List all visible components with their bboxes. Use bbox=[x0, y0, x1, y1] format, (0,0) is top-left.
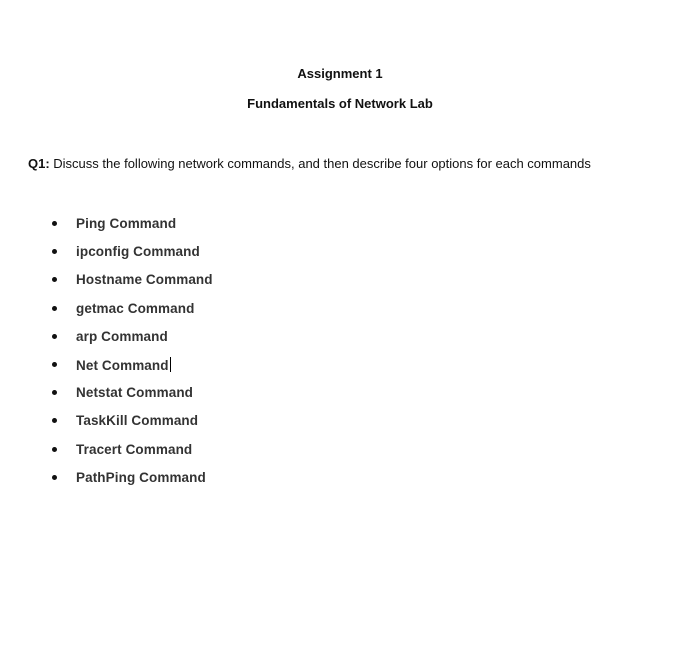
command-label: ipconfig Command bbox=[76, 244, 200, 260]
command-label: Ping Command bbox=[76, 216, 177, 231]
command-label-with-caret[interactable] bbox=[76, 357, 171, 373]
question-text: Discuss the following network commands, and then describe four options for each commands bbox=[49, 156, 591, 171]
bullet-icon bbox=[52, 277, 57, 282]
question-paragraph bbox=[28, 156, 591, 171]
bullet-icon bbox=[52, 447, 57, 452]
document-title: Assignment 1 bbox=[297, 66, 383, 81]
bullet-icon bbox=[52, 334, 57, 339]
command-label: PathPing Command bbox=[76, 469, 206, 485]
document-subtitle: Fundamentals of Network Lab bbox=[247, 96, 433, 111]
command-label: Net Command bbox=[76, 357, 169, 373]
bullet-icon bbox=[52, 362, 57, 367]
command-label: Netstat Command bbox=[76, 385, 194, 401]
bullet-icon bbox=[52, 249, 57, 254]
bullet-icon bbox=[52, 221, 57, 226]
command-label: getmac Command bbox=[76, 300, 195, 316]
bullet-icon bbox=[52, 306, 57, 311]
bullet-icon bbox=[52, 475, 57, 480]
command-label: TaskKill Command bbox=[76, 413, 199, 429]
question-label: Q1: bbox=[28, 156, 50, 171]
text-caret bbox=[170, 357, 171, 372]
command-label: Hostname Command bbox=[76, 272, 213, 288]
command-label: arp Command bbox=[76, 328, 168, 344]
command-label: Tracert Command bbox=[76, 441, 193, 457]
bullet-icon bbox=[52, 418, 57, 423]
bullet-icon bbox=[52, 390, 57, 395]
